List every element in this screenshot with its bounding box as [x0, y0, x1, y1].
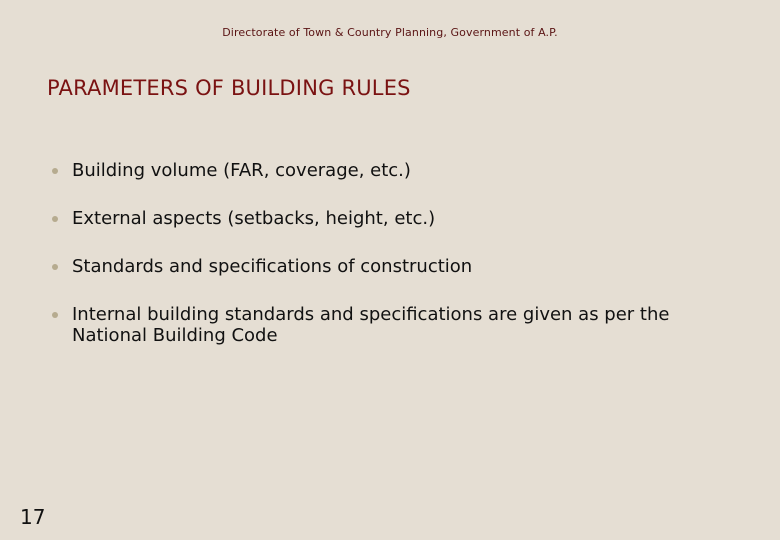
page-number: 17: [20, 505, 46, 529]
bullet-dot-icon: [52, 216, 58, 222]
slide-title: PARAMETERS OF BUILDING RULES: [47, 76, 411, 100]
bullet-item: [50, 160, 750, 181]
bullet-list: [50, 160, 750, 373]
bullet-text: Standards and specifications of construction: [72, 256, 473, 277]
bullet-dot-icon: [52, 312, 58, 318]
bullet-item: [50, 304, 750, 346]
bullet-text: External aspects (setbacks, height, etc.): [72, 208, 436, 229]
slide-header: Directorate of Town & Country Planning, Government of A.P.: [222, 26, 558, 39]
bullet-item: [50, 208, 750, 229]
bullet-text: Building volume (FAR, coverage, etc.): [72, 160, 411, 181]
bullet-dot-icon: [52, 168, 58, 174]
bullet-item: [50, 256, 750, 277]
bullet-dot-icon: [52, 264, 58, 270]
bullet-text: Internal building standards and specifications are given as per the National Building Code: [72, 304, 670, 346]
